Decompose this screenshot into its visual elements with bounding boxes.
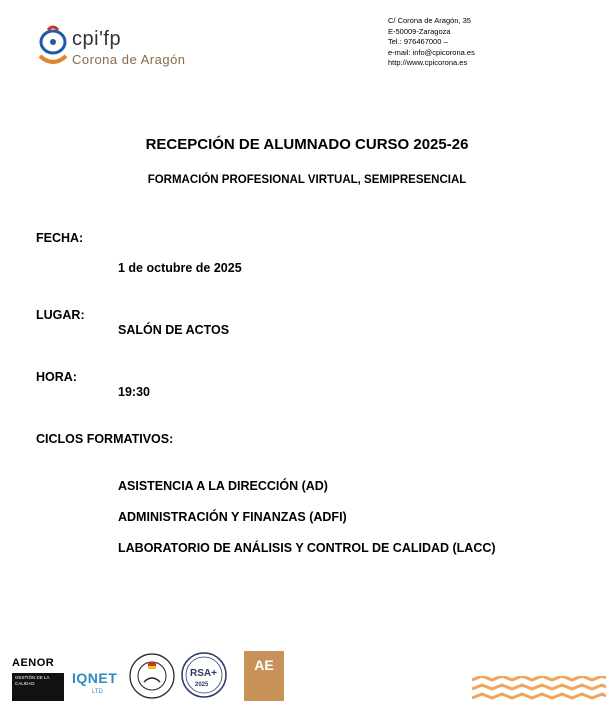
ciclo-item-adfi: ADMINISTRACIÓN Y FINANZAS (ADFI) [118,510,347,524]
document-title: RECEPCIÓN DE ALUMNADO CURSO 2025-26 [145,136,469,153]
ciclos-label: CICLOS FORMATIVOS: [36,432,174,446]
ae-logo: AE [244,651,284,701]
contact-phone: Tel.: 976467000 – [388,37,448,46]
contact-city: E-50009-Zaragoza [388,26,451,36]
orange-stripes-decoration [472,676,606,706]
iqnet-logo: IQNET [72,670,118,686]
document-subtitle: FORMACIÓN PROFESIONAL VIRTUAL, SEMIPRESENCIAL [147,174,467,186]
rsa-year: 2025 [195,682,209,688]
lugar-value: SALÓN DE ACTOS [118,323,230,337]
calidad-seal-icon [128,652,176,700]
fecha-label: FECHA: [36,231,84,245]
rsa-label: RSA+ [190,668,217,679]
fecha-value: 1 de octubre de 2025 [118,261,242,275]
contact-block [388,16,475,69]
hora-label: HORA: [36,370,77,384]
cpifp-logo-icon [34,24,72,68]
lugar-label: LUGAR: [36,308,85,322]
logo-brand: cpi'fp [72,28,122,50]
contact-website[interactable]: http://www.cpicorona.es [388,58,468,67]
iqnet-ltd: LTD [92,689,103,695]
hora-value: 19:30 [118,385,150,399]
contact-address: C/ Corona de Aragón, 35 [388,16,471,25]
ciclo-item-lacc: LABORATORIO DE ANÁLISIS Y CONTROL DE CALIDAD (LACC) [118,541,496,555]
ciclo-item-ad: ASISTENCIA A LA DIRECCIÓN (AD) [118,479,328,493]
logo-subtitle: Corona de Aragón [72,52,186,67]
aenor-badge: GESTIÓN DE LA CALIDAD [12,673,64,701]
contact-email[interactable]: e-mail: info@cpicorona.es [388,47,475,57]
aenor-logo: AENOR [12,657,55,669]
